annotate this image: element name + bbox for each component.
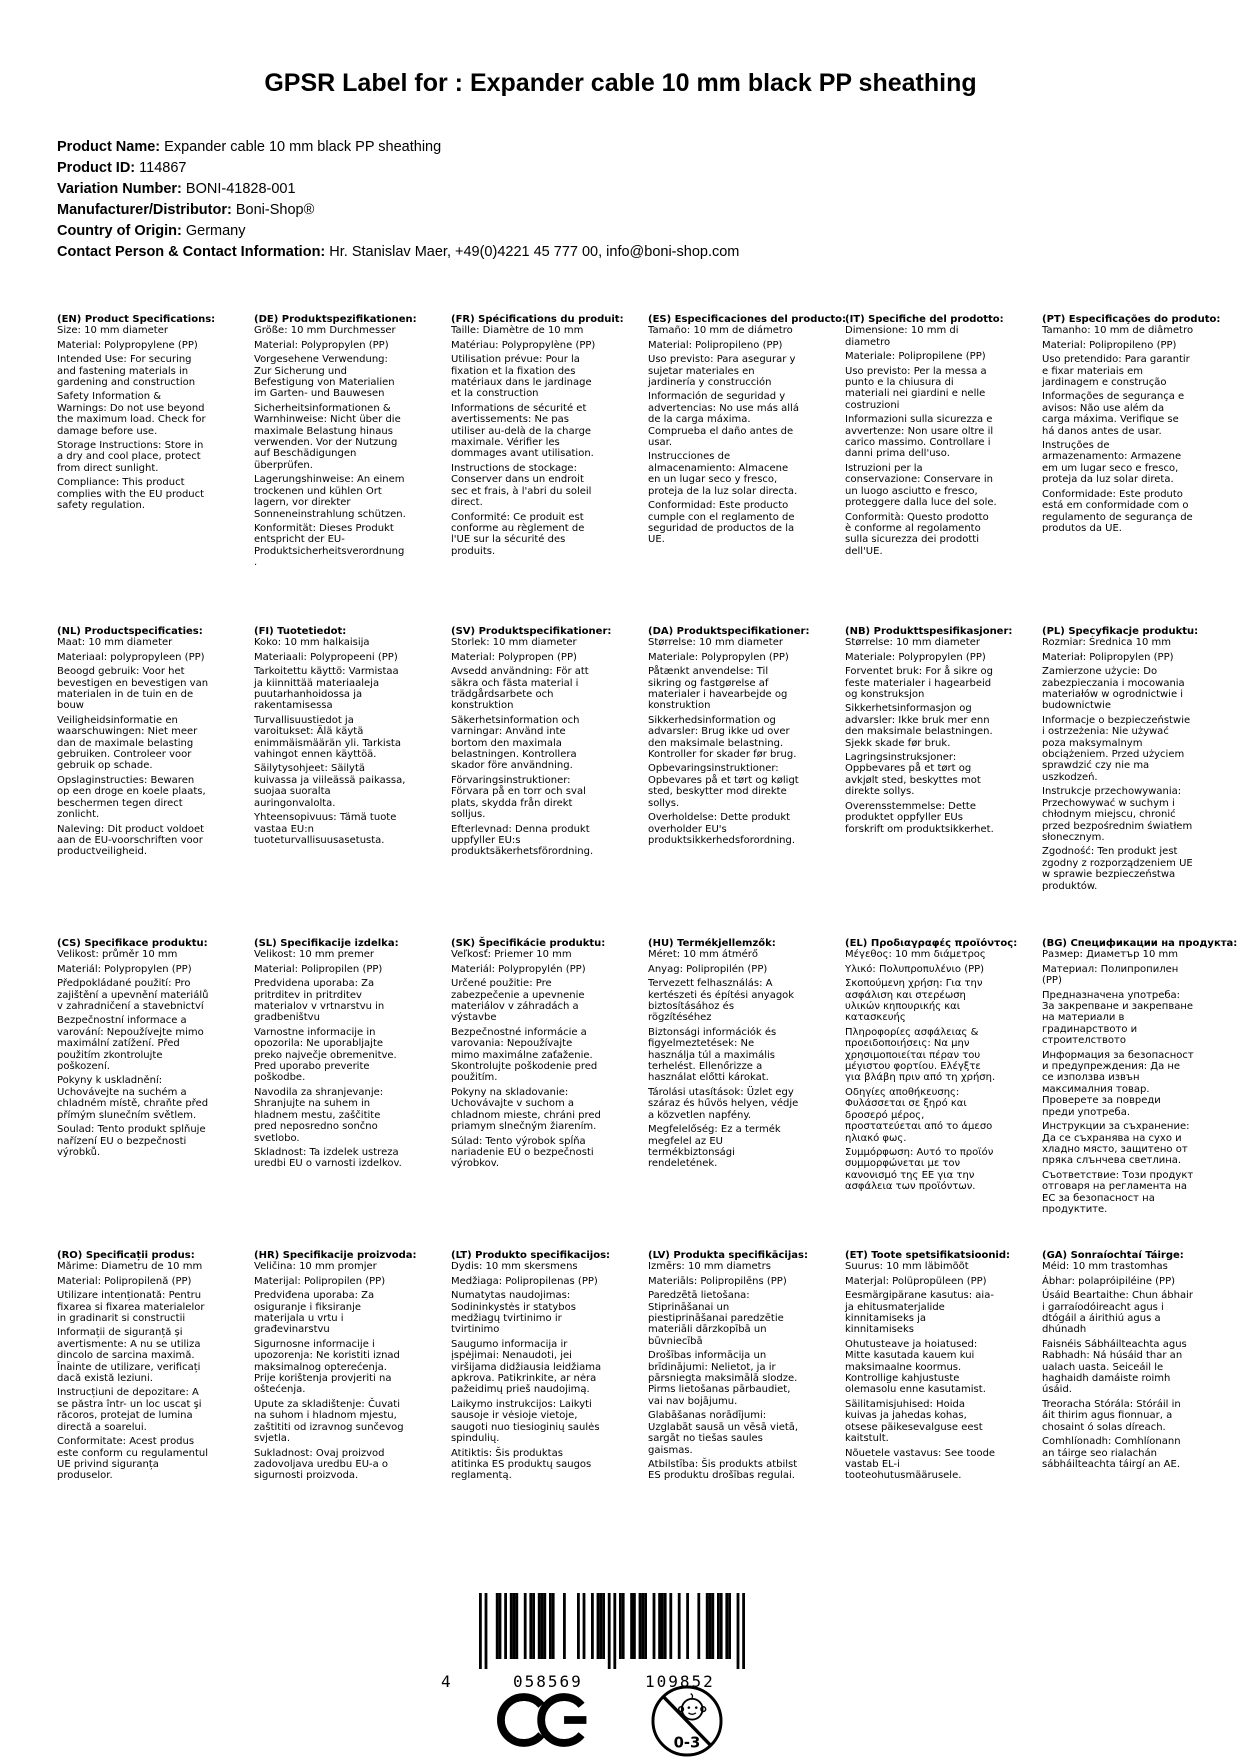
spec-paragraph: Predvidena uporaba: Za pritrditev in pritrditev materialov v vrtnarstvu in gradbeništvu (254, 978, 385, 1024)
spec-paragraph: Instrukcje przechowywania: Przechowywać w suchym i chłodnym miejscu, chronić przed bezpośrednim światłem słonecznym. (1042, 786, 1193, 843)
spec-paragraph: Forventet bruk: For å sikre og feste materialer i hagearbeid og konstruksjon (845, 666, 993, 701)
spec-paragraph: Utilizare intenționată: Pentru fixarea si fixarea materialelor in gradinarit si constructii (57, 1290, 205, 1325)
spec-paragraph: Compliance: This product complies with the EU product safety regulation. (57, 477, 205, 512)
product-info-value: Expander cable 10 mm black PP sheathing (160, 139, 442, 155)
language-spec-header: (ES) Especificaciones del producto: (648, 314, 847, 325)
spec-paragraph: Nõuetele vastavus: See toode vastab EL-i tooteohutusmäärusele. (845, 1447, 996, 1482)
product-info-value: Hr. Stanislav Maer, +49(0)4221 45 777 00, info@boni-shop.com (325, 244, 740, 260)
product-info-line (57, 137, 739, 158)
language-spec-header: (CS) Specifikace produktu: (57, 938, 208, 949)
spec-paragraph: Lagerungshinweise: An einem trockenen und kühlen Ort lagern, vor direkter Sonneneinstrahlung schützen. (254, 474, 406, 520)
product-info-label: Country of Origin: (57, 223, 182, 239)
spec-paragraph: Efterlevnad: Denna produkt uppfyller EU:s produktsäkerhetsförordning. (451, 823, 594, 858)
spec-paragraph: Opbevaringsinstruktioner: Opbevares på et tørt og køligt sted, beskytter mod direkte sollys. (648, 763, 799, 809)
language-spec-block-lt (451, 1250, 611, 1562)
language-spec-block-nb (845, 626, 1013, 938)
spec-paragraph: Zgodność: Ten produkt jest zgodny z rozporządzeniem UE w sprawie bezpieczeństwa produktów. (1042, 846, 1193, 892)
spec-paragraph: Conformité: Ce produit est conforme au règlement de l'UE sur la sécurité des produits. (451, 511, 585, 557)
page-title: GPSR Label for : Expander cable 10 mm black PP sheathing (264, 68, 977, 97)
product-info-line (57, 221, 739, 242)
language-spec-header: (DE) Produktspezifikationen: (254, 314, 417, 325)
spec-paragraph: Materiaali: Polypropeeni (PP) (254, 651, 398, 663)
spec-paragraph: Glabāšanas norādījumi: Uzglabāt sausā un vēsā vietā, sargāt no tiešas saules gaismas. (648, 1410, 799, 1456)
spec-paragraph: Informații de siguranță și avertismente: A nu se utiliza dincolo de sarcina maximă. Înainte de utilizare, verificați dacă există leziuni. (57, 1327, 201, 1385)
spec-paragraph: Materiál: Polypropylén (PP) (451, 963, 586, 975)
spec-paragraph: Eesmärgipärane kasutus: aia- ja ehitusmaterjalide kinnitamiseks ja kinnitamiseks (845, 1290, 994, 1336)
product-info-label: Variation Number: (57, 181, 182, 197)
age-warning-0-3-icon (650, 1684, 724, 1758)
spec-paragraph: Μέγεθος: 10 mm διάμετρος (845, 949, 986, 961)
spec-paragraph: Uso previsto: Para asegurar y sujetar materiales en jardinería y construcción (648, 354, 796, 389)
language-spec-header: (FI) Tuotetiedot: (254, 626, 347, 637)
product-info-line (57, 158, 739, 179)
language-spec-header: (DA) Produktspecifikationer: (648, 626, 810, 637)
spec-paragraph: Materiał: Polipropylen (PP) (1042, 651, 1174, 663)
language-spec-block-en (57, 314, 216, 626)
spec-paragraph: Material: Polipropileno (PP) (648, 339, 783, 351)
spec-paragraph: Ohutusteave ja hoiatused: Mitte kasutada kauem kui maksimaalne koormus. Kontrollige kahjustuste olemasolu enne kasutamist. (845, 1338, 986, 1396)
language-spec-block-et (845, 1250, 1011, 1562)
spec-paragraph: Materijal: Polipropilen (PP) (254, 1275, 386, 1287)
language-spec-header: (NB) Produkttspesifikasjoner: (845, 626, 1013, 637)
spec-paragraph: Medžiaga: Polipropilenas (PP) (451, 1275, 598, 1287)
language-spec-header: (GA) Sonraíochtaí Táirge: (1042, 1250, 1184, 1261)
spec-paragraph: Συμμόρφωση: Αυτό το προϊόν συμμορφώνεται με τον κανονισμό της ΕΕ για την ασφάλεια των προϊόντων. (845, 1146, 994, 1193)
spec-paragraph: Storlek: 10 mm diameter (451, 637, 577, 649)
spec-paragraph: Suurus: 10 mm läbimõõt (845, 1261, 969, 1273)
spec-paragraph: Méret: 10 mm átmérő (648, 949, 759, 961)
spec-paragraph: Zamierzone użycie: Do zabezpieczania i mocowania materiałów w ogrodnictwie i budownictwie (1042, 666, 1185, 712)
spec-paragraph: Material: Polipropilen (PP) (254, 963, 383, 975)
spec-paragraph: Størrelse: 10 mm diameter (648, 637, 783, 649)
spec-paragraph: Atbilstība: Šis produkts atbilst ES produktu drošības regulai. (648, 1458, 798, 1482)
spec-paragraph: Размер: Диаметър 10 mm (1042, 949, 1179, 961)
language-spec-block-da (648, 626, 810, 938)
spec-paragraph: Säilytysohjeet: Säilytä kuivassa ja viileässä paikassa, suojaa suoralta auringonvalolta. (254, 763, 406, 809)
language-spec-block-sl (254, 938, 406, 1250)
product-info-label: Contact Person & Contact Information: (57, 244, 326, 260)
spec-paragraph: Информация за безопасност и предупреждения: Да не се използва извън максималния товар. Проверете за повреди преди употреба. (1042, 1049, 1194, 1118)
spec-paragraph: Инструкции за съхранение: Да се съхранява на сухо и хладно място, защитено от пряка слънчева светлина. (1042, 1121, 1190, 1167)
language-spec-block-it (845, 314, 1004, 626)
spec-paragraph: Conformidad: Este producto cumple con el reglamento de seguridad de productos de la UE. (648, 500, 795, 546)
spec-paragraph: Bezpečnostné informácie a varovania: Nepoužívajte mimo maximálne zaťaženie. Skontrolujte poškodenie pred použitím. (451, 1026, 598, 1084)
language-spec-block-nl (57, 626, 209, 938)
spec-paragraph: Sikkerhetsinformasjon og advarsler: Ikke bruk mer enn den maksimale belastningen. Sjekk skade før bruk. (845, 703, 993, 749)
spec-paragraph: Size: 10 mm diameter (57, 325, 168, 337)
spec-paragraph: Pokyny k uskladnění: Uchovávejte na suchém a chladném místě, chraňte před přímým slunečním světlem. (57, 1075, 209, 1121)
spec-paragraph: Conformidade: Este produto está em conformidade com o regulamento de segurança de produtos da UE. (1042, 488, 1193, 534)
spec-paragraph: Yhteensopivuus: Tämä tuote vastaa EU:n tuoteturvallisuusasetusta. (254, 812, 397, 846)
spec-paragraph: Πληροφορίες ασφάλειας & προειδοποιήσεις: Να μην χρησιμοποιείται πέραν του μέγιστου φορτίου. Ελέγξτε για βλάβη πριν από τη χρήση. (845, 1026, 996, 1084)
language-spec-header: (LT) Produkto specifikacijos: (451, 1250, 611, 1261)
spec-paragraph: Avsedd användning: För att säkra och fästa material i trädgårdsarbete och konstruktion (451, 666, 589, 712)
spec-paragraph: Säilitamisjuhised: Hoida kuivas ja jahedas kohas, otsese päikesevalguse eest kaitstult. (845, 1398, 983, 1445)
language-spec-header: (EN) Product Specifications: (57, 314, 216, 325)
language-spec-block-es (648, 314, 847, 626)
spec-paragraph: Comhlíonadh: Comhlíonann an táirge seo rialachán sábháilteachta táirgí an AE. (1042, 1436, 1181, 1470)
language-spec-block-ro (57, 1250, 209, 1562)
spec-paragraph: Υλικό: Πολυπροπυλένιο (PP) (845, 963, 985, 975)
spec-paragraph: Säkerhetsinformation och varningar: Använd inte bortom den maximala belastningen. Kontrollera skador före användning. (451, 714, 580, 772)
spec-paragraph: Opslaginstructies: Bewaren op een droge en koele plaats, beschermen tegen direct zonlicht. (57, 774, 206, 821)
spec-paragraph: Sicherheitsinformationen & Warnhinweise: Nicht über die maximale Belastung hinaus verwenden. Vor der Nutzung auf Beschädigungen überprüfen. (254, 402, 401, 471)
spec-paragraph: Storage Instructions: Store in a dry and cool place, protect from direct sunlight. (57, 440, 204, 474)
spec-paragraph: Instruções de armazenamento: Armazene em um lugar seco e fresco, proteja da luz solar direta. (1042, 440, 1182, 486)
spec-paragraph: Veiligheidsinformatie en waarschuwingen: Niet meer dan de maximale belasting gebruiken. Controleer voor gebruik op schade. (57, 714, 198, 772)
spec-paragraph: Bezpečnostní informace a varování: Nepoužívejte mimo maximální zatížení. Před použitím zkontrolujte poškození. (57, 1015, 204, 1073)
spec-paragraph: Matériau: Polypropylène (PP) (451, 339, 596, 351)
product-info-value: 114867 (135, 160, 187, 176)
spec-paragraph: Istruzioni per la conservazione: Conservare in un luogo asciutto e fresco, proteggere dalla luce del sole. (845, 462, 997, 509)
spec-paragraph: Съответствие: Този продукт отговаря на регламента на ЕС за безопасност на продуктите. (1042, 1169, 1194, 1215)
spec-paragraph: Materiaal: polypropyleen (PP) (57, 651, 205, 663)
spec-paragraph: Úsáid Beartaithe: Chun ábhair i garraíodóireacht agus i dtógáil a áirithiú agus a dhúnadh (1042, 1290, 1194, 1336)
product-info-line (57, 242, 739, 263)
language-spec-block-ga (1042, 1250, 1194, 1562)
language-spec-block-pt (1042, 314, 1221, 626)
spec-paragraph: Navodila za shranjevanje: Shranjujte na suhem in hladnem mestu, zaščitite pred neposredno sončno svetlobo. (254, 1086, 384, 1144)
spec-paragraph: Tárolási utasítások: Üzlet egy száraz és hűvös helyen, védje a közvetlen napfény. (648, 1086, 799, 1121)
language-spec-header: (EL) Προδιαγραφές προϊόντος: (845, 938, 1018, 949)
spec-paragraph: Tamanho: 10 mm de diâmetro (1042, 325, 1194, 337)
spec-paragraph: Materiale: Polypropylen (PP) (845, 651, 986, 663)
spec-paragraph: Material: Polypropen (PP) (451, 651, 577, 663)
language-spec-header: (RO) Specificații produs: (57, 1250, 195, 1261)
language-spec-header: (SL) Specifikacije izdelka: (254, 938, 399, 949)
spec-paragraph: Safety Information & Warnings: Do not use beyond the maximum load. Check for damage before use. (57, 391, 206, 437)
spec-paragraph: Varnostne informacije in opozorila: Ne uporabljajte preko največje obremenitve. Pred uporabo preverite poškodbe. (254, 1026, 397, 1084)
spec-paragraph: Veľkosť: Priemer 10 mm (451, 949, 572, 961)
spec-paragraph: Faisnéis Sábháilteachta agus Rabhadh: Ná húsáid thar an ualach uasta. Seiceáil le haghaidh damáiste roimh úsáid. (1042, 1338, 1187, 1396)
language-specs-grid (57, 314, 1239, 1562)
language-spec-header: (FR) Spécifications du produit: (451, 314, 624, 325)
spec-paragraph: Materiale: Polipropilene (PP) (845, 351, 986, 363)
language-spec-block-el (845, 938, 1018, 1250)
spec-paragraph: Informazioni sulla sicurezza e avvertenze: Non usare oltre il carico massimo. Controllare i danni prima dell'uso. (845, 414, 994, 460)
spec-paragraph: Overensstemmelse: Dette produktet oppfyller EUs forskrift om produktsikkerhet. (845, 800, 994, 835)
spec-paragraph: Konformität: Dieses Produkt entspricht der EU-Produktsicherheitsverordnung. (254, 522, 405, 569)
spec-paragraph: Intended Use: For securing and fastening materials in gardening and construction (57, 354, 196, 389)
spec-paragraph: Informações de segurança e avisos: Não use além da carga máxima. Verifique se há danos antes de usar. (1042, 391, 1185, 437)
language-spec-header: (NL) Productspecificaties: (57, 626, 203, 637)
language-spec-header: (BG) Спецификации на продукта: (1042, 938, 1238, 949)
language-spec-header: (IT) Specifiche del prodotto: (845, 314, 1004, 325)
ce-mark-icon (497, 1692, 592, 1748)
spec-paragraph: Veličina: 10 mm promjer (254, 1261, 377, 1273)
spec-paragraph: Materiale: Polypropylen (PP) (648, 651, 789, 663)
language-spec-header: (ET) Toote spetsifikatsioonid: (845, 1250, 1011, 1261)
spec-paragraph: Méid: 10 mm trastomhas (1042, 1261, 1168, 1273)
spec-paragraph: Σκοπούμενη χρήση: Για την ασφάλιση και στερέωση υλικών κηπουρικής και κατασκευής (845, 978, 983, 1024)
spec-paragraph: Sikkerhedsinformation og advarsler: Brug ikke ud over den maksimale belastning. Kontroller for skader før brug. (648, 714, 797, 761)
spec-paragraph: Instrucciones de almacenamiento: Almacene en un lugar seco y fresco, proteja de la luz solar directa. (648, 451, 798, 497)
spec-paragraph: Uso pretendido: Para garantir e fixar materiais em jardinagem e construção (1042, 354, 1190, 389)
spec-paragraph: Sigurnosne informacije i upozorenja: Ne koristiti iznad maksimalnog opterećenja. Prije korištenja provjeriti na oštećenja. (254, 1338, 400, 1396)
spec-paragraph: Upute za skladištenje: Čuvati na suhom i hladnom mjestu, zaštititi od izravnog sunčevog svjetla. (254, 1398, 404, 1445)
language-spec-header: (PL) Specyfikacje produktu: (1042, 626, 1199, 637)
spec-paragraph: Förvaringsinstruktioner: Förvara på en torr och sval plats, skydda från direkt solljus. (451, 774, 586, 821)
product-info-value: Boni-Shop® (231, 202, 315, 218)
language-spec-block-de (254, 314, 417, 626)
spec-paragraph: Sukladnost: Ovaj proizvod zadovoljava uredbu EU-a o sigurnosti proizvoda. (254, 1447, 389, 1482)
spec-paragraph: Vorgesehene Verwendung: Zur Sicherung und Befestigung von Materialien im Garten- und Bauwesen (254, 354, 395, 400)
spec-paragraph: Pokyny na skladovanie: Uchovávajte v suchom a chladnom mieste, chráni pred priamym slnečným žiarením. (451, 1086, 601, 1133)
product-info-line (57, 179, 739, 200)
spec-paragraph: Drošības informācija un brīdinājumi: Nelietot, ja ir pārsniegta maksimālā slodze. Pirms lietošanas pārbaudiet, vai nav bojājumu. (648, 1350, 798, 1407)
spec-paragraph: Material: Polypropylene (PP) (57, 339, 198, 351)
language-spec-block-lv (648, 1250, 808, 1562)
product-info-label: Manufacturer/Distributor: (57, 202, 232, 218)
language-spec-block-fi (254, 626, 406, 938)
spec-paragraph: Materiál: Polypropylen (PP) (57, 963, 192, 975)
language-spec-block-sk (451, 938, 606, 1250)
spec-paragraph: Soulad: Tento produkt splňuje nařízení EU o bezpečnosti výrobků. (57, 1124, 206, 1158)
language-spec-block-hr (254, 1250, 417, 1562)
spec-paragraph: Uso previsto: Per la messa a punto e la chiusura di materiali nei giardini e nelle costruzioni (845, 365, 987, 411)
language-spec-header: (HR) Specifikacije proizvoda: (254, 1250, 417, 1261)
product-info-value: BONI-41828-001 (181, 181, 296, 197)
spec-paragraph: Maat: 10 mm diameter (57, 637, 173, 649)
spec-paragraph: Mărime: Diametru de 10 mm (57, 1261, 203, 1273)
product-info-label: Product ID: (57, 160, 136, 176)
barcode-bars (479, 1593, 745, 1669)
language-spec-header: (PT) Especificações do produto: (1042, 314, 1221, 325)
spec-paragraph: Treoracha Stórála: Stóráil in áit thirim agus fionnuar, a chosaint ó solas díreach. (1042, 1398, 1181, 1433)
barcode-digit-group: 058569 (513, 1672, 583, 1691)
product-info-line (57, 200, 739, 221)
spec-paragraph: Lagringsinstruksjoner: Oppbevares på et tørt og avkjølt sted, beskyttes mot direkte sollys. (845, 752, 981, 798)
spec-paragraph: Materiāls: Polipropilēns (PP) (648, 1275, 787, 1287)
spec-paragraph: Tervezett felhasználás: A kertészeti és építési anyagok biztosításához és rögzítéséhez (648, 978, 795, 1024)
spec-paragraph: Beoogd gebruik: Voor het bevestigen en bevestigen van materialen in de tuin en de bouw (57, 666, 209, 712)
language-spec-block-pl (1042, 626, 1199, 938)
language-spec-header: (HU) Termékjellemzők: (648, 938, 776, 949)
spec-paragraph: Материал: Полипропилен (PP) (1042, 963, 1179, 987)
spec-paragraph: Předpokládané použití: Pro zajištění a upevnění materiálů v zahradničení a stavebnictví (57, 978, 209, 1013)
spec-paragraph: Paredzētā lietošana: Stiprināšanai un piestiprināšanai paredzētie materiāli dārzkopībā un būvniecībā (648, 1290, 784, 1347)
language-spec-header: (SK) Špecifikácie produktu: (451, 938, 606, 949)
language-spec-block-bg (1042, 938, 1238, 1250)
spec-paragraph: Tarkoitettu käyttö: Varmistaa ja kiinnittää materiaaleja puutarhanhoidossa ja rakentamisessa (254, 666, 399, 712)
product-info-block (57, 137, 739, 263)
spec-paragraph: Påtænkt anvendelse: Til sikring og fastgørelse af materialer i havearbejde og konstruktion (648, 666, 788, 712)
spec-paragraph: Koko: 10 mm halkaisija (254, 637, 370, 649)
product-info-value: Germany (181, 223, 246, 239)
spec-paragraph: Conformitate: Acest produs este conform cu regulamentul UE privind siguranța produselor. (57, 1436, 208, 1482)
spec-paragraph: Material: Polipropilenă (PP) (57, 1275, 192, 1287)
barcode-digit-group: 109852 (645, 1672, 715, 1691)
age-warning-text: 0-3 (673, 1734, 701, 1752)
language-spec-header: (SV) Produktspecifikationer: (451, 626, 612, 637)
spec-paragraph: Laikymo instrukcijos: Laikyti sausoje ir vėsioje vietoje, saugoti nuo tiesioginių saulės spindulių. (451, 1398, 600, 1445)
spec-paragraph: Größe: 10 mm Durchmesser (254, 325, 396, 337)
spec-paragraph: Οδηγίες αποθήκευσης: Φυλάσσεται σε ξηρό και δροσερό μέρος, προστατεύεται από το άμεσο ηλιακό φως. (845, 1086, 993, 1144)
spec-paragraph: Overholdelse: Dette produkt overholder EU's produktsikkerhedsforordning. (648, 812, 796, 846)
spec-paragraph: Material: Polipropileno (PP) (1042, 339, 1177, 351)
spec-paragraph: Biztonsági információk és figyelmeztetések: Ne használja túl a maximális terhelést. Ellenőrizze a használat előtti károkat. (648, 1026, 777, 1084)
language-spec-block-sv (451, 626, 612, 938)
spec-paragraph: Turvallisuustiedot ja varoitukset: Älä käytä enimmäismäärän yli. Tarkista vahingot ennen käyttöä. (254, 714, 401, 761)
language-spec-block-hu (648, 938, 800, 1250)
spec-paragraph: Určené použitie: Pre zabezpečenie a upevnenie materiálov v záhradách a výstavbe (451, 978, 585, 1024)
spec-paragraph: Dimensione: 10 mm di diametro (845, 325, 959, 348)
spec-paragraph: Predviđena uporaba: Za osiguranje i fiksiranje materijala u vrtu i građevinarstvu (254, 1290, 375, 1336)
spec-paragraph: Informacje o bezpieczeństwie i ostrzeżenia: Nie używać poza maksymalnym obciążeniem. Przed użyciem sprawdzić czy nie ma uszkodzeń. (1042, 714, 1191, 783)
spec-paragraph: Rozmiar: Średnica 10 mm (1042, 637, 1172, 649)
spec-paragraph: Izmērs: 10 mm diametrs (648, 1261, 771, 1273)
spec-paragraph: Предназначена употреба: За закрепване и закрепване на материали в градинарството и строителството (1042, 989, 1194, 1047)
spec-paragraph: Tamaño: 10 mm de diámetro (648, 325, 793, 337)
spec-paragraph: Anyag: Polipropilén (PP) (648, 963, 768, 975)
language-spec-block-cs (57, 938, 209, 1250)
ean13-barcode (441, 1593, 755, 1693)
spec-paragraph: Velikost: průměr 10 mm (57, 949, 178, 961)
spec-paragraph: Instrucțiuni de depozitare: A se păstra într- un loc uscat şi răcoros, protejat de lumina directă a soarelui. (57, 1387, 202, 1433)
spec-paragraph: Conformità: Questo prodotto è conforme al regolamento sulla sicurezza dei prodotti dell'UE. (845, 511, 989, 557)
barcode-digit-group: 4 (441, 1672, 453, 1691)
spec-paragraph: Velikost: 10 mm premer (254, 949, 374, 961)
spec-paragraph: Ábhar: polapróipiléine (PP) (1042, 1275, 1176, 1287)
spec-paragraph: Skladnost: Ta izdelek ustreza uredbi EU o varnosti izdelkov. (254, 1146, 402, 1170)
spec-paragraph: Información de seguridad y advertencias: No use más allá de la carga máxima. Comprueba el daño antes de usar. (648, 391, 799, 449)
spec-paragraph: Taille: Diamètre de 10 mm (451, 325, 584, 337)
spec-paragraph: Megfelelőség: Ez a termék megfelel az EU termékbiztonsági rendeletének. (648, 1124, 781, 1170)
spec-paragraph: Saugumo informacija ir įspėjimai: Nenaudoti, jei viršijama didžiausia leidžiama apkrova. Patikrinkite, ar nėra pažeidimų prieš naudojimą. (451, 1338, 602, 1396)
spec-paragraph: Instructions de stockage: Conserver dans un endroit sec et frais, à l'abri du soleil direct. (451, 462, 592, 509)
spec-paragraph: Numatytas naudojimas: Sodininkystės ir statybos medžiagų tvirtinimo ir tvirtinimo (451, 1290, 576, 1336)
product-info-label: Product Name: (57, 139, 161, 155)
spec-paragraph: Naleving: Dit product voldoet aan de EU-voorschriften voor productveiligheid. (57, 823, 205, 858)
spec-paragraph: Utilisation prévue: Pour la fixation et la fixation des matériaux dans le jardinage et la construction (451, 354, 592, 400)
spec-paragraph: Súlad: Tento výrobok spĺňa nariadenie EÚ o bezpečnosti výrobkov. (451, 1135, 594, 1170)
spec-paragraph: Størrelse: 10 mm diameter (845, 637, 980, 649)
spec-paragraph: Dydis: 10 mm skersmens (451, 1261, 578, 1273)
spec-paragraph: Atitiktis: Šis produktas atitinka ES produktų saugos reglamentą. (451, 1447, 592, 1482)
spec-paragraph: Informations de sécurité et avertissements: Ne pas utiliser au-delà de la charge maximale. Vérifier les dommages avant utilisation. (451, 402, 594, 460)
spec-paragraph: Material: Polypropylen (PP) (254, 339, 389, 351)
language-spec-header: (LV) Produkta specifikācijas: (648, 1250, 808, 1261)
spec-paragraph: Materjal: Polüpropüleen (PP) (845, 1275, 987, 1287)
language-spec-block-fr (451, 314, 624, 626)
